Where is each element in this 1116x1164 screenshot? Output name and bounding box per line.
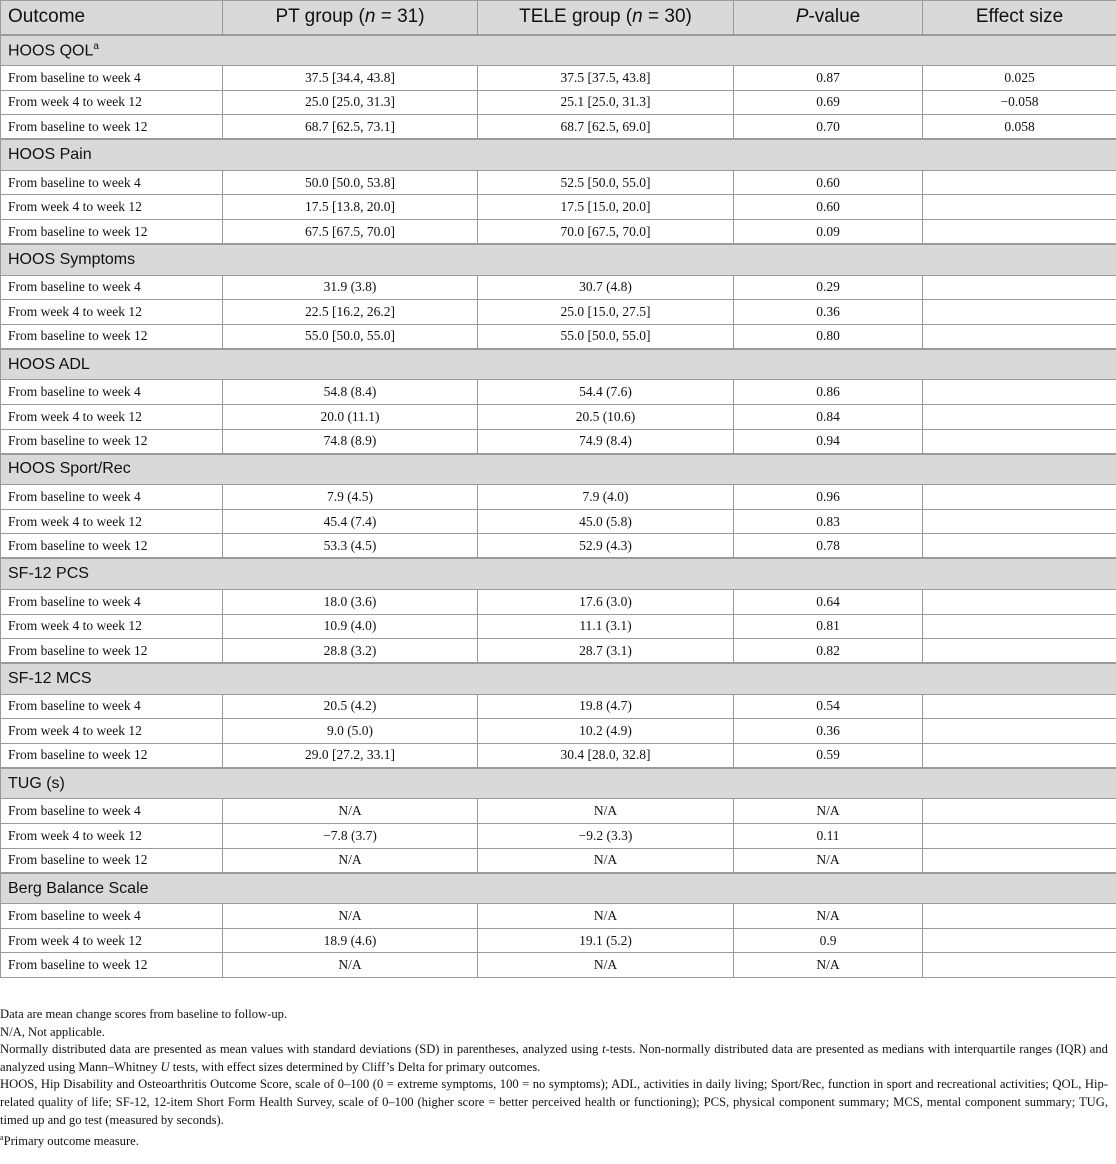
cell-tele-value: 68.7 [62.5, 69.0] (478, 115, 734, 140)
cell-pt-value: −7.8 (3.7) (223, 824, 478, 849)
cell-p-value: N/A (734, 799, 923, 824)
section-title-text: SF-12 MCS (8, 669, 92, 687)
cell-pt-value: 37.5 [34.4, 43.8] (223, 66, 478, 91)
header-pt-pre: PT group ( (275, 6, 365, 28)
cell-effect-size (923, 195, 1116, 220)
cell-period-label: From baseline to week 4 (1, 485, 223, 510)
section-header-row (1, 454, 1116, 485)
header-effect-size: Effect size (923, 1, 1116, 35)
cell-pt-value: 22.5 [16.2, 26.2] (223, 300, 478, 325)
cell-pt-value: 45.4 (7.4) (223, 509, 478, 534)
cell-effect-size (923, 324, 1116, 349)
footnote-statistics (0, 1041, 1108, 1076)
cell-p-value: 0.9 (734, 928, 923, 953)
cell-p-value: 0.81 (734, 614, 923, 639)
section-title (1, 454, 1116, 485)
table-row (1, 195, 1116, 220)
section-title-text: Berg Balance Scale (8, 879, 149, 897)
cell-pt-value: 68.7 [62.5, 73.1] (223, 115, 478, 140)
cell-tele-value: 52.9 (4.3) (478, 534, 734, 559)
cell-p-value: 0.59 (734, 743, 923, 768)
cell-period-label: From baseline to week 4 (1, 904, 223, 929)
cell-p-value: 0.09 (734, 219, 923, 244)
cell-pt-value: 10.9 (4.0) (223, 614, 478, 639)
section-title (1, 35, 1116, 66)
header-tele-pre: TELE group ( (519, 6, 633, 28)
cell-p-value: 0.96 (734, 485, 923, 510)
cell-period-label: From baseline to week 4 (1, 799, 223, 824)
table-row (1, 904, 1116, 929)
section-title-text: HOOS Sport/Rec (8, 460, 131, 478)
cell-period-label: From baseline to week 12 (1, 219, 223, 244)
cell-period-label: From baseline to week 4 (1, 170, 223, 195)
cell-pt-value: 74.8 (8.9) (223, 429, 478, 454)
header-p-value (734, 1, 923, 35)
table-row (1, 219, 1116, 244)
cell-p-value: N/A (734, 953, 923, 978)
cell-pt-value: N/A (223, 848, 478, 873)
cell-period-label: From week 4 to week 12 (1, 90, 223, 115)
cell-effect-size (923, 904, 1116, 929)
cell-p-value: 0.86 (734, 380, 923, 405)
table-row (1, 614, 1116, 639)
cell-effect-size (923, 275, 1116, 300)
section-title-text: SF-12 PCS (8, 565, 89, 583)
cell-pt-value: 7.9 (4.5) (223, 485, 478, 510)
table-row (1, 404, 1116, 429)
table-row (1, 429, 1116, 454)
cell-effect-size (923, 429, 1116, 454)
cell-effect-size (923, 404, 1116, 429)
table-row (1, 115, 1116, 140)
cell-effect-size (923, 743, 1116, 768)
cell-pt-value: 53.3 (4.5) (223, 534, 478, 559)
cell-effect-size: 0.058 (923, 115, 1116, 140)
cell-pt-value: N/A (223, 953, 478, 978)
cell-tele-value: 74.9 (8.4) (478, 429, 734, 454)
cell-period-label: From baseline to week 4 (1, 380, 223, 405)
cell-period-label: From week 4 to week 12 (1, 509, 223, 534)
cell-effect-size: 0.025 (923, 66, 1116, 91)
table-body (1, 35, 1116, 978)
section-header-row (1, 558, 1116, 589)
footnote-data-description: Data are mean change scores from baseline to follow-up. (0, 1007, 288, 1021)
table-row (1, 90, 1116, 115)
cell-p-value: 0.80 (734, 324, 923, 349)
table-row (1, 694, 1116, 719)
header-p-rest: -value (808, 6, 861, 28)
section-header-row (1, 768, 1116, 799)
cell-effect-size (923, 509, 1116, 534)
cell-period-label: From week 4 to week 12 (1, 824, 223, 849)
cell-period-label: From baseline to week 12 (1, 953, 223, 978)
cell-tele-value: 55.0 [50.0, 55.0] (478, 324, 734, 349)
cell-effect-size (923, 614, 1116, 639)
table-row (1, 848, 1116, 873)
footnote-primary-sup: a (0, 1133, 4, 1143)
cell-effect-size (923, 219, 1116, 244)
footnote-primary-outcome (0, 1129, 1108, 1151)
cell-pt-value: 29.0 [27.2, 33.1] (223, 743, 478, 768)
cell-effect-size (923, 953, 1116, 978)
cell-p-value: 0.36 (734, 719, 923, 744)
cell-period-label: From baseline to week 4 (1, 694, 223, 719)
cell-effect-size (923, 534, 1116, 559)
cell-tele-value: −9.2 (3.3) (478, 824, 734, 849)
cell-p-value: 0.54 (734, 694, 923, 719)
cell-tele-value: 17.5 [15.0, 20.0] (478, 195, 734, 220)
cell-effect-size (923, 928, 1116, 953)
cell-tele-value: 10.2 (4.9) (478, 719, 734, 744)
table-row (1, 824, 1116, 849)
footnote-t: t (602, 1042, 606, 1057)
section-title-text: TUG (s) (8, 774, 65, 792)
cell-pt-value: 31.9 (3.8) (223, 275, 478, 300)
cell-p-value: 0.82 (734, 639, 923, 664)
cell-period-label: From baseline to week 12 (1, 429, 223, 454)
cell-tele-value: N/A (478, 953, 734, 978)
cell-effect-size (923, 380, 1116, 405)
header-tele-group (478, 1, 734, 35)
cell-effect-size (923, 848, 1116, 873)
section-title (1, 663, 1116, 694)
cell-effect-size (923, 485, 1116, 510)
table-row (1, 953, 1116, 978)
cell-period-label: From baseline to week 4 (1, 589, 223, 614)
cell-p-value: N/A (734, 848, 923, 873)
cell-p-value: N/A (734, 904, 923, 929)
cell-period-label: From week 4 to week 12 (1, 719, 223, 744)
cell-period-label: From week 4 to week 12 (1, 404, 223, 429)
header-pt-n: n (364, 6, 376, 28)
section-title-sup: a (93, 40, 99, 52)
cell-p-value: 0.84 (734, 404, 923, 429)
cell-p-value: 0.36 (734, 300, 923, 325)
cell-pt-value: 25.0 [25.0, 31.3] (223, 90, 478, 115)
cell-pt-value: 67.5 [67.5, 70.0] (223, 219, 478, 244)
cell-tele-value: 25.0 [15.0, 27.5] (478, 300, 734, 325)
header-p-italic: P (795, 6, 809, 28)
cell-p-value: 0.29 (734, 275, 923, 300)
cell-p-value: 0.83 (734, 509, 923, 534)
cell-pt-value: 28.8 (3.2) (223, 639, 478, 664)
cell-period-label: From baseline to week 12 (1, 324, 223, 349)
section-header-row (1, 349, 1116, 380)
footnote-primary-text: Primary outcome measure. (3, 1134, 139, 1149)
cell-period-label: From baseline to week 12 (1, 848, 223, 873)
cell-pt-value: 54.8 (8.4) (223, 380, 478, 405)
section-title (1, 244, 1116, 275)
cell-pt-value: N/A (223, 799, 478, 824)
table-row (1, 639, 1116, 664)
header-row (1, 1, 1116, 35)
section-title (1, 558, 1116, 589)
cell-pt-value: 18.9 (4.6) (223, 928, 478, 953)
footnote-statistics-b: -tests. Non-normally distributed data are presented as medians with interquartile ranges (IQR) and analyzed using Mann–Whitney (0, 1042, 1108, 1074)
cell-effect-size (923, 719, 1116, 744)
cell-p-value: 0.78 (734, 534, 923, 559)
cell-effect-size (923, 639, 1116, 664)
cell-period-label: From week 4 to week 12 (1, 928, 223, 953)
cell-tele-value: 45.0 (5.8) (478, 509, 734, 534)
cell-tele-value: 20.5 (10.6) (478, 404, 734, 429)
cell-tele-value: 37.5 [37.5, 43.8] (478, 66, 734, 91)
section-header-row (1, 663, 1116, 694)
table-row (1, 300, 1116, 325)
cell-pt-value: 20.0 (11.1) (223, 404, 478, 429)
cell-tele-value: N/A (478, 799, 734, 824)
section-title-text: HOOS QOL (8, 41, 94, 59)
table-row (1, 928, 1116, 953)
section-title (1, 768, 1116, 799)
cell-tele-value: 17.6 (3.0) (478, 589, 734, 614)
cell-period-label: From baseline to week 12 (1, 639, 223, 664)
table-row (1, 275, 1116, 300)
section-title-text: HOOS Pain (8, 146, 92, 164)
cell-tele-value: 11.1 (3.1) (478, 614, 734, 639)
header-tele-n: n (632, 6, 643, 28)
footnote-statistics-c: tests, with effect sizes determined by Cliff’s Delta for primary outcomes. (169, 1059, 541, 1074)
cell-p-value: 0.11 (734, 824, 923, 849)
cell-tele-value: 25.1 [25.0, 31.3] (478, 90, 734, 115)
header-pt-group (223, 1, 478, 35)
cell-tele-value: 52.5 [50.0, 55.0] (478, 170, 734, 195)
table-row (1, 485, 1116, 510)
section-title (1, 139, 1116, 170)
cell-period-label: From week 4 to week 12 (1, 614, 223, 639)
cell-p-value: 0.70 (734, 115, 923, 140)
cell-pt-value: 20.5 (4.2) (223, 694, 478, 719)
cell-period-label: From baseline to week 4 (1, 66, 223, 91)
cell-tele-value: N/A (478, 848, 734, 873)
header-outcome: Outcome (1, 1, 223, 35)
table-row (1, 170, 1116, 195)
cell-tele-value: 30.7 (4.8) (478, 275, 734, 300)
cell-p-value: 0.94 (734, 429, 923, 454)
table-row (1, 743, 1116, 768)
table-row (1, 589, 1116, 614)
cell-p-value: 0.87 (734, 66, 923, 91)
section-title (1, 873, 1116, 904)
cell-period-label: From week 4 to week 12 (1, 195, 223, 220)
cell-effect-size (923, 170, 1116, 195)
footnote-u: U (160, 1059, 170, 1074)
cell-period-label: From baseline to week 4 (1, 275, 223, 300)
table-row (1, 509, 1116, 534)
section-header-row (1, 873, 1116, 904)
cell-period-label: From baseline to week 12 (1, 743, 223, 768)
cell-tele-value: 19.8 (4.7) (478, 694, 734, 719)
footnote-na: N/A, Not applicable. (0, 1024, 105, 1039)
cell-tele-value: 54.4 (7.6) (478, 380, 734, 405)
section-title-text: HOOS ADL (8, 355, 90, 373)
cell-p-value: 0.60 (734, 195, 923, 220)
table-row (1, 799, 1116, 824)
cell-period-label: From baseline to week 12 (1, 115, 223, 140)
cell-p-value: 0.69 (734, 90, 923, 115)
cell-pt-value: N/A (223, 904, 478, 929)
cell-effect-size: −0.058 (923, 90, 1116, 115)
cell-pt-value: 9.0 (5.0) (223, 719, 478, 744)
table-row (1, 380, 1116, 405)
cell-effect-size (923, 694, 1116, 719)
cell-pt-value: 50.0 [50.0, 53.8] (223, 170, 478, 195)
table-footnotes (0, 1006, 1108, 1151)
cell-tele-value: N/A (478, 904, 734, 929)
section-header-row (1, 244, 1116, 275)
cell-effect-size (923, 589, 1116, 614)
section-title-text: HOOS Symptoms (8, 250, 136, 268)
cell-effect-size (923, 824, 1116, 849)
section-header-row (1, 35, 1116, 66)
cell-pt-value: 55.0 [50.0, 55.0] (223, 324, 478, 349)
table-row (1, 719, 1116, 744)
cell-p-value: 0.64 (734, 589, 923, 614)
cell-period-label: From baseline to week 12 (1, 534, 223, 559)
table-row (1, 66, 1116, 91)
cell-p-value: 0.60 (734, 170, 923, 195)
cell-tele-value: 30.4 [28.0, 32.8] (478, 743, 734, 768)
cell-tele-value: 19.1 (5.2) (478, 928, 734, 953)
footnote-statistics-a: Normally distributed data are presented as mean values with standard deviations (SD) in parentheses, analyzed using (0, 1042, 603, 1057)
header-tele-post: = 30) (642, 6, 692, 28)
section-header-row (1, 139, 1116, 170)
footnote-abbreviations: HOOS, Hip Disability and Osteoarthritis Outcome Score, scale of 0–100 (0 = extreme symptoms, 100 = no symptoms); ADL, activities in daily living; Sport/Rec, function in sport and recreational activities; QOL, Hip-related quality of life; SF-12, 12-item Short Form Health Survey, scale of 0–100 (higher score = better perceived health or functioning); PCS, physical component summary; MCS, mental component summary; TUG, timed up and go test (measured by seconds). (0, 1077, 1108, 1127)
cell-effect-size (923, 799, 1116, 824)
header-pt-post: = 31) (375, 6, 425, 28)
cell-pt-value: 18.0 (3.6) (223, 589, 478, 614)
cell-period-label: From week 4 to week 12 (1, 300, 223, 325)
table-row (1, 324, 1116, 349)
cell-tele-value: 70.0 [67.5, 70.0] (478, 219, 734, 244)
cell-effect-size (923, 300, 1116, 325)
table-row (1, 534, 1116, 559)
cell-tele-value: 7.9 (4.0) (478, 485, 734, 510)
cell-pt-value: 17.5 [13.8, 20.0] (223, 195, 478, 220)
cell-tele-value: 28.7 (3.1) (478, 639, 734, 664)
section-title (1, 349, 1116, 380)
